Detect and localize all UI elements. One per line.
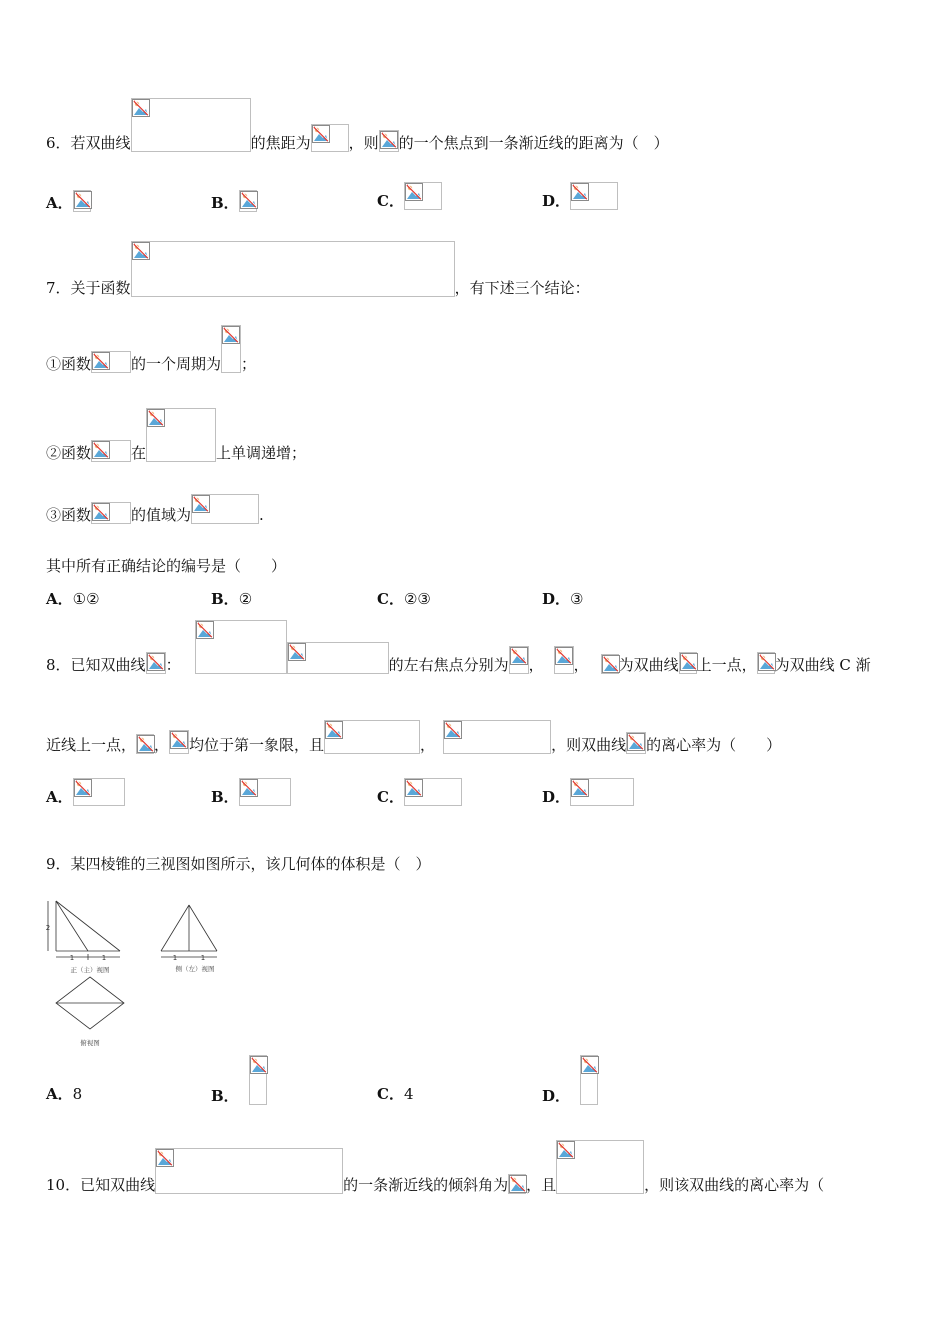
statement-text: ①函数 [46,355,92,373]
question-text: 的一个焦点到一条渐近线的距离为（ ） [398,134,669,152]
formula-image [91,351,131,373]
option-label: D． [542,1087,571,1105]
broken-image-icon [250,1056,268,1074]
option-c[interactable] [377,778,462,806]
three-view-figure [40,895,240,1050]
option-label: C． [377,192,404,210]
option-a[interactable] [46,190,91,212]
option-label: B． [211,1087,239,1105]
top-view [56,977,124,1029]
statement-text: 的值域为 [131,506,192,524]
question-text: 其中所有正确结论的编号是（ ） [46,557,287,575]
option-text: ③ [570,590,584,608]
formula-image [601,654,619,674]
formula-image [239,190,257,212]
option-label: A． [46,194,73,212]
question-8-line-2 [46,720,910,754]
option-text: ②③ [403,590,431,608]
formula-image [155,1148,343,1194]
question-text: ， [528,656,544,674]
dim-label: 1 [200,954,206,962]
broken-image-icon [380,131,398,149]
dim-height-label: 2 [45,924,51,932]
question-text: 为双曲线 C 渐 [774,656,871,674]
option-b[interactable] [211,590,252,608]
broken-image-icon [405,183,423,201]
question-6 [46,98,910,152]
option-label: D． [542,788,571,806]
question-text: 近线上一点， [46,736,137,754]
question-text: 的左右焦点分别为 [388,656,509,674]
formula-image [73,778,125,806]
option-label: B． [211,590,239,608]
statement-3 [46,494,910,524]
formula-image [404,182,442,210]
question-text: ，且 [526,1176,557,1194]
broken-image-icon [192,495,210,513]
formula-image [91,502,131,524]
dim-label: 1 [172,954,178,962]
question-number: 8． [46,656,71,674]
broken-image-icon [509,1175,527,1193]
question-text: 某四棱锥的三视图如图所示，该几何体的体积是（ ） [70,855,431,873]
option-text: 4 [403,1085,414,1103]
statement-text: ③函数 [46,506,92,524]
option-d[interactable] [542,778,634,806]
formula-image [508,1174,526,1194]
formula-image [509,646,529,674]
option-a[interactable] [46,590,100,608]
option-b[interactable] [211,778,291,806]
formula-image [556,1140,644,1194]
broken-image-icon [312,125,330,143]
option-b[interactable] [211,1055,267,1105]
option-text: 8 [72,1085,83,1103]
broken-image-icon [92,503,110,521]
broken-image-icon [74,779,92,797]
question-7 [46,241,910,297]
question-text: 上一点， [696,656,757,674]
question-number: 7． [46,279,71,297]
option-label: B． [211,194,239,212]
question-text: 的离心率为（ ） [646,736,782,754]
formula-image [146,652,166,674]
option-label: D． [542,192,571,210]
question-10 [46,1140,910,1194]
broken-image-icon [510,647,528,665]
formula-image [311,124,349,152]
question-text: ，则 [348,134,379,152]
broken-image-icon [92,441,110,459]
broken-image-icon [196,621,214,639]
option-d[interactable] [542,590,583,608]
statement-text: 的一个周期为 [131,355,222,373]
formula-image [580,1055,598,1105]
broken-image-icon [74,191,92,209]
formula-image [131,98,251,152]
formula-image [136,734,154,754]
question-text: 为双曲线 [618,656,679,674]
formula-image [131,241,455,297]
statement-text: . [259,506,264,524]
formula-image [626,732,646,754]
formula-image [191,494,259,524]
broken-image-icon [571,779,589,797]
broken-image-icon [240,191,258,209]
option-c[interactable] [377,182,442,210]
option-c[interactable] [377,1085,414,1103]
option-label: A． [46,1085,73,1103]
broken-image-icon [137,735,155,753]
question-text: ： [165,656,181,674]
option-label: C． [377,788,404,806]
formula-image [239,778,291,806]
question-9 [46,853,910,873]
formula-image [249,1055,267,1105]
broken-image-icon [444,721,462,739]
option-a[interactable] [46,1085,82,1103]
question-number: 6． [46,134,71,152]
statement-text: 在 [131,444,147,462]
option-b[interactable] [211,190,257,212]
broken-image-icon [571,183,589,201]
option-label: C． [377,590,404,608]
formula-image [146,408,216,462]
broken-image-icon [132,242,150,260]
formula-image [570,778,634,806]
question-8-line-1 [46,620,910,674]
broken-image-icon [170,731,188,749]
option-d[interactable] [542,182,618,210]
formula-image [554,646,574,674]
statement-2 [46,408,910,462]
option-text: ①② [72,590,100,608]
formula-image [91,440,131,462]
question-text: ，则该双曲线的离心率为（ [644,1176,825,1194]
broken-image-icon [627,733,645,751]
formula-image [195,620,287,674]
question-text: ， [573,656,589,674]
statement-text: ②函数 [46,444,92,462]
statement-text: 上单调递增； [216,444,307,462]
broken-image-icon [147,409,165,427]
formula-image [287,642,389,674]
broken-image-icon [325,721,343,739]
option-a[interactable] [46,778,125,806]
formula-image [443,720,551,754]
option-text: ② [238,590,253,608]
question-text: ，则双曲线 [551,736,627,754]
question-text: 均位于第一象限，且 [189,736,325,754]
question-text: 若双曲线 [70,134,131,152]
question-text: ， [420,736,436,754]
broken-image-icon [240,779,258,797]
question-number: 9． [46,855,71,873]
option-d[interactable] [542,1055,598,1105]
question-7-ask [46,555,910,575]
dim-label: 1 [69,954,75,962]
broken-image-icon [581,1056,599,1074]
broken-image-icon [156,1149,174,1167]
option-label: C． [377,1085,404,1103]
broken-image-icon [555,647,573,665]
broken-image-icon [92,352,110,370]
broken-image-icon [132,99,150,117]
broken-image-icon [147,653,165,671]
broken-image-icon [557,1141,575,1159]
formula-image [324,720,420,754]
broken-image-icon [288,643,306,661]
option-label: A． [46,590,73,608]
question-text: 的焦距为 [250,134,311,152]
top-view-label: 俯视图 [80,1039,100,1047]
option-label: A． [46,788,73,806]
question-text: 关于函数 [70,279,131,297]
question-text: 已知双曲线 [80,1176,156,1194]
formula-image [221,325,241,373]
side-view [161,905,217,957]
question-text: ，有下述三个结论： [454,279,590,297]
formula-image [169,730,189,754]
question-text: 的一条渐近线的倾斜角为 [343,1176,509,1194]
formula-image [679,652,697,674]
formula-image [379,130,399,152]
option-label: D． [542,590,571,608]
formula-image [570,182,618,210]
formula-image [404,778,462,806]
broken-image-icon [405,779,423,797]
statement-1 [46,325,910,373]
broken-image-icon [680,653,698,671]
question-text: ， [154,736,170,754]
broken-image-icon [758,653,776,671]
question-number: 10． [46,1176,81,1194]
formula-image [757,652,775,674]
broken-image-icon [602,655,620,673]
front-view [45,901,120,960]
option-c[interactable] [377,590,431,608]
front-view-label: 正（主）视图 [70,966,110,974]
formula-image [73,190,91,212]
broken-image-icon [222,326,240,344]
side-view-label: 侧（左）视图 [175,965,215,973]
dim-label: 1 [101,954,107,962]
question-text: 已知双曲线 [70,656,146,674]
option-label: B． [211,788,239,806]
statement-text: ； [241,355,257,373]
